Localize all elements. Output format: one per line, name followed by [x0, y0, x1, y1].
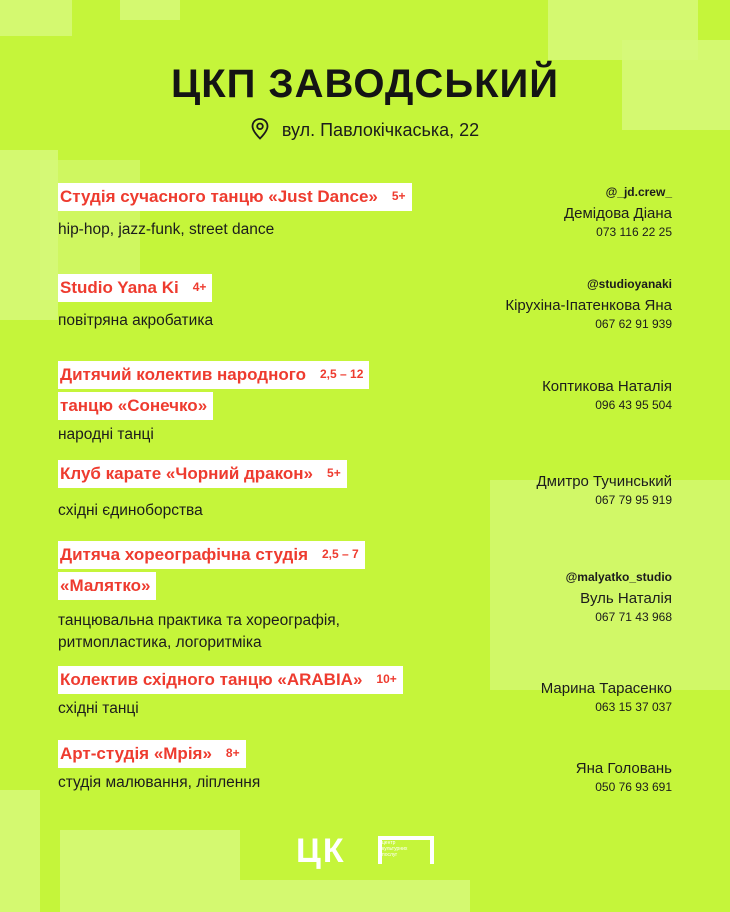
age-badge: 2,5 – 7: [322, 547, 359, 561]
age-badge: 8+: [225, 746, 240, 760]
studio-title: Студія сучасного танцю «Just Dance» 5+: [58, 183, 412, 211]
contact-name: Марина Тарасенко: [540, 680, 672, 697]
contact-phone[interactable]: 073 116 22 25: [596, 225, 672, 239]
studio-title: Клуб карате «Чорний дракон» 5+: [58, 460, 347, 488]
contact-block: [536, 473, 672, 507]
social-handle[interactable]: @malyatko_studio: [565, 570, 672, 584]
decor-shape: [240, 880, 470, 912]
decor-shape: [0, 0, 72, 36]
age-badge: 10+: [376, 672, 397, 686]
contact-phone[interactable]: 050 76 93 691: [595, 780, 672, 794]
studio-subtitle: повітряна акробатика: [58, 312, 214, 329]
address: [0, 118, 730, 141]
logo-tagline: центр культурних послуг: [382, 840, 408, 858]
address-text: вул. Павлокічкаська, 22: [281, 120, 480, 140]
contact-name: Демідова Діана: [563, 205, 672, 222]
studio-title: Дитяча хореографічна студія 2,5 – 7: [58, 541, 365, 569]
studio-title: Дитячий колектив народного 2,5 – 12: [58, 361, 369, 389]
contact-block: [576, 760, 672, 794]
studio-title: Колектив східного танцю «ARABIA» 10+: [58, 666, 403, 694]
social-handle[interactable]: @_jd.crew_: [605, 185, 672, 199]
contact-name: Вуль Наталія: [580, 590, 672, 607]
contact-phone[interactable]: 096 43 95 504: [595, 398, 672, 412]
contact-name: Дмитро Тучинський: [536, 473, 672, 490]
contact-phone[interactable]: 067 62 91 939: [595, 317, 672, 331]
social-handle[interactable]: @studioyanaki: [586, 277, 672, 291]
decor-shape: [120, 0, 180, 20]
contact-block: [505, 277, 672, 331]
studio-title-line2: «Малятко»: [58, 572, 156, 600]
age-badge: 2,5 – 12: [320, 367, 364, 381]
location-pin-icon: [251, 118, 269, 140]
contact-name: Кірухіна-Іпатенкова Яна: [505, 297, 672, 314]
contact-block: [564, 185, 672, 239]
contact-block: [542, 378, 672, 412]
contact-block: [566, 570, 672, 624]
contact-name: Коптикова Наталія: [542, 378, 672, 395]
contact-block: [541, 680, 672, 714]
decor-shape: [0, 790, 40, 912]
age-badge: 5+: [327, 466, 341, 480]
age-badge: 5+: [391, 189, 406, 203]
contact-phone[interactable]: 063 15 37 037: [595, 700, 672, 714]
studio-subtitle: студія малювання, ліплення: [58, 774, 261, 791]
studio-subtitle: східні танці: [58, 700, 139, 717]
contact-phone[interactable]: 067 71 43 968: [595, 610, 672, 624]
studio-subtitle: східні єдиноборства: [58, 502, 203, 519]
subtitle-line: ритмопластика, логоритміка: [58, 634, 262, 651]
page-title: ЦКП ЗАВОДСЬКИЙ: [171, 62, 559, 106]
contact-name: Яна Головань: [575, 760, 672, 777]
age-badge: 4+: [192, 280, 207, 294]
logo-mark: ЦК: [296, 832, 346, 870]
studio-subtitle: hip-hop, jazz-funk, street dance: [58, 221, 275, 238]
studio-title: Арт-студія «Мрія» 8+: [58, 740, 246, 768]
studio-subtitle: народні танці: [58, 426, 154, 443]
studio-title: Studio Yana Ki 4+: [58, 274, 212, 302]
decor-shape: [60, 830, 240, 912]
subtitle-line: танцювальна практика та хореографія,: [58, 612, 340, 629]
contact-phone[interactable]: 067 79 95 919: [595, 493, 672, 507]
ckp-logo: [296, 832, 436, 872]
studio-title-line2: танцю «Сонечко»: [58, 392, 213, 420]
